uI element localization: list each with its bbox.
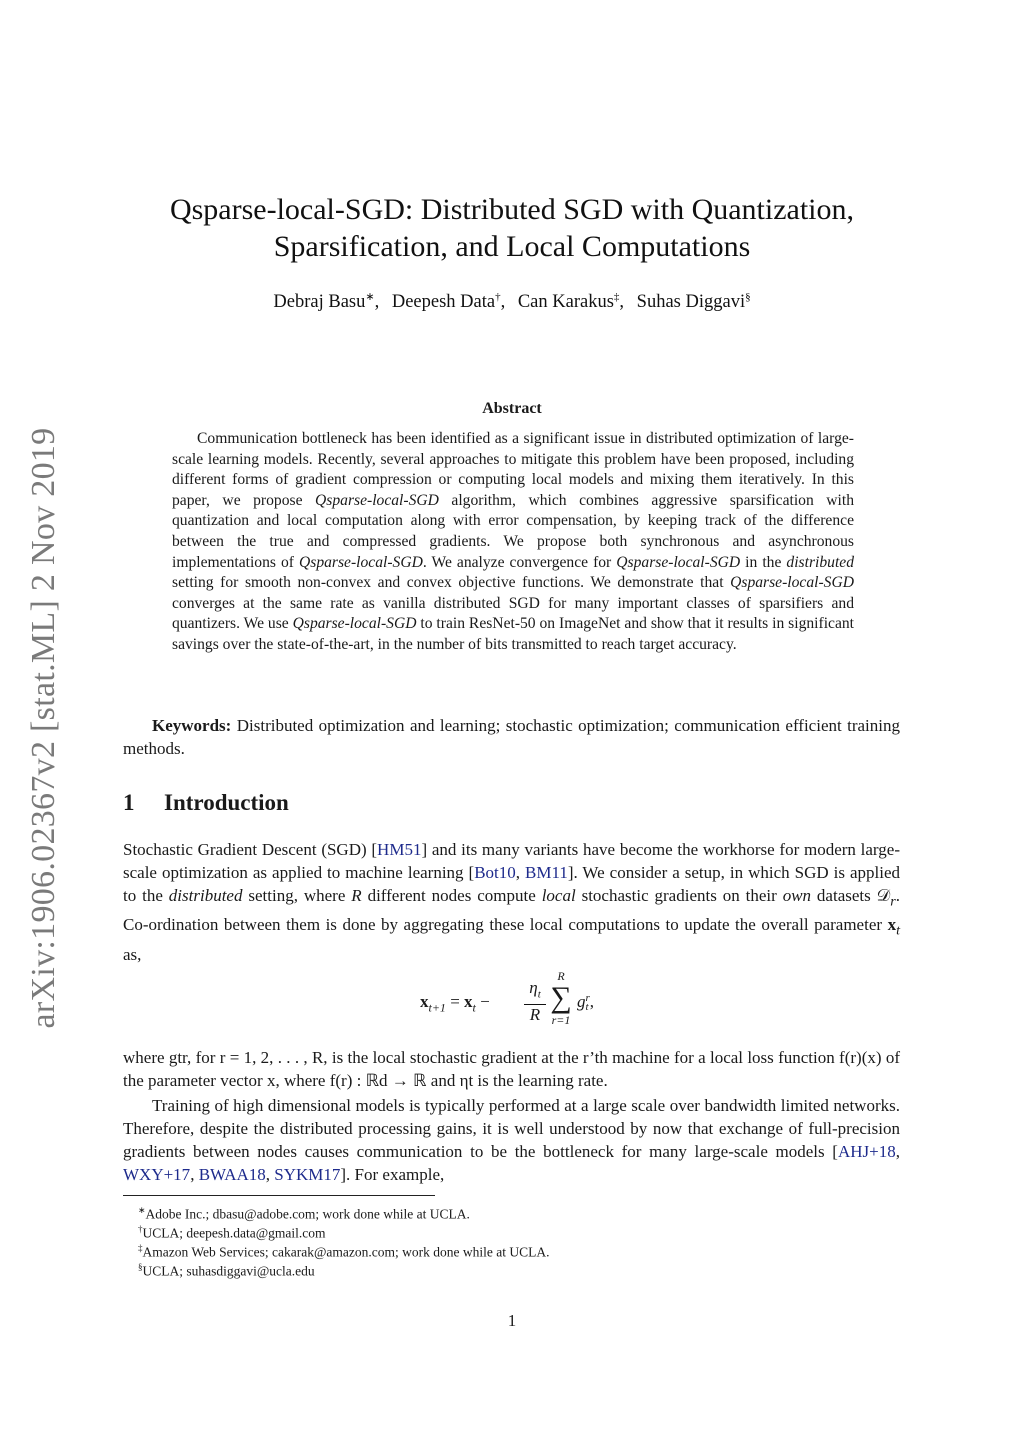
author-name: Suhas Diggavi <box>636 292 746 313</box>
citation-link[interactable]: WXY+17 <box>123 1165 191 1184</box>
author: Debraj Basu∗, <box>273 291 380 313</box>
footnote-mark: ∗ <box>365 291 375 303</box>
intro-paragraph-1: Stochastic Gradient Descent (SGD) [HM51] and its many variants have become the workhorse for modern large-scale optimization as applied to machine learning [Bot10, BM11]. We consider a setup, in which SGD is applied to the distributed setting, where R different nodes compute local stochastic gradients on their own datasets 𝒟$_r$. Co-ordination between them is done by aggregating these local computations to update the overall parameter $x_t$ as, <box>123 840 901 964</box>
citation-link[interactable]: Bot10 <box>474 863 516 882</box>
keywords-label: Keywords: <box>152 716 232 735</box>
author <box>637 292 751 312</box>
intro-paragraph-2: where gtr, for r = 1, 2, . . . , R, is the local stochastic gradient at the r’th machine for a local loss function f(r)(x) of the parameter vector x, where f(r) : ℝd → ℝ and ηt is the learning rate. <box>123 1048 900 1090</box>
footnote-rule <box>123 1195 435 1196</box>
paper-title-line-2: Sparsification, and Local Computations <box>273 230 751 263</box>
author-name: Debraj Basu <box>273 292 366 313</box>
footnote-mark: § <box>745 291 751 303</box>
citation-link[interactable]: HM51 <box>377 840 422 859</box>
footnote: §UCLA; suhasdiggavi@ucla.edu <box>138 1262 315 1279</box>
page-number: 1 <box>507 1311 517 1330</box>
author: Can Karakus‡, <box>517 291 625 313</box>
footnote: †UCLA; deepesh.data@gmail.com <box>138 1224 326 1241</box>
abstract-heading: Abstract <box>482 400 542 417</box>
author: Deepesh Data†, <box>391 291 506 313</box>
citation-link[interactable]: SYKM17 <box>274 1165 341 1184</box>
footnote-mark: † <box>495 291 501 303</box>
author-list <box>150 290 874 313</box>
footnote: ∗Adobe Inc.; dbasu@adobe.com; work done while at UCLA. <box>138 1205 470 1222</box>
update-equation: $x_{t+1} = x_t$ − $\eta_t$ R R ∑ r=1 g r t , <box>420 969 595 1027</box>
footnote-mark: ‡ <box>613 291 620 303</box>
keywords-paragraph: Keywords: Distributed optimization and learning; stochastic optimization; communication efficient training methods. <box>123 716 900 758</box>
citation-link[interactable]: AHJ+18 <box>837 1142 896 1161</box>
author-name: Deepesh Data <box>391 292 496 313</box>
section-heading-introduction: 1 Introduction <box>123 790 289 815</box>
author-name: Can Karakus <box>517 292 614 313</box>
footnote: ‡Amazon Web Services; cakarak@amazon.com; work done while at UCLA. <box>138 1243 550 1260</box>
paper-title-line-1: Qsparse-local-SGD: Distributed SGD with Quantization, <box>169 193 855 226</box>
intro-paragraph-3: Training of high dimensional models is typically performed at a large scale over bandwidth limited networks. Therefore, despite the distributed processing gains, it is well understood by now that exchange of full-precision gradients between nodes causes communication to be the bottleneck for many large-scale models [AHJ+18, WXY+17, BWAA18, SYKM17]. For example, <box>123 1096 900 1184</box>
arxiv-identifier-stamp: arXiv:1906.02367v2 [stat.ML] 2 Nov 2019 <box>25 427 62 1029</box>
citation-link[interactable]: BM11 <box>525 863 568 882</box>
abstract-body: Communication bottleneck has been identified as a significant issue in distributed optimization of large-scale learning models. Recently, several approaches to mitigate this problem have been proposed, including different forms of gradient compression or computing local models and mixing them iteratively. In this paper, we propose Qsparse-local-SGD algorithm, which combines aggressive sparsification with quantization and local computation along with error compensation, by keeping track of the difference between the true and compressed gradients. We propose both synchronous and asynchronous implementations of Qsparse-local-SGD. We analyze convergence for Qsparse-local-SGD in the distributed setting for smooth non-convex and convex objective functions. We demonstrate that Qsparse-local-SGD converges at the same rate as vanilla distributed SGD for many important classes of sparsifiers and quantizers. We use Qsparse-local-SGD to train ResNet-50 on ImageNet and show that it results in significant savings over the state-of-the-art, in the number of bits transmitted to reach target accuracy. <box>172 430 854 653</box>
citation-link[interactable]: BWAA18 <box>198 1165 266 1184</box>
